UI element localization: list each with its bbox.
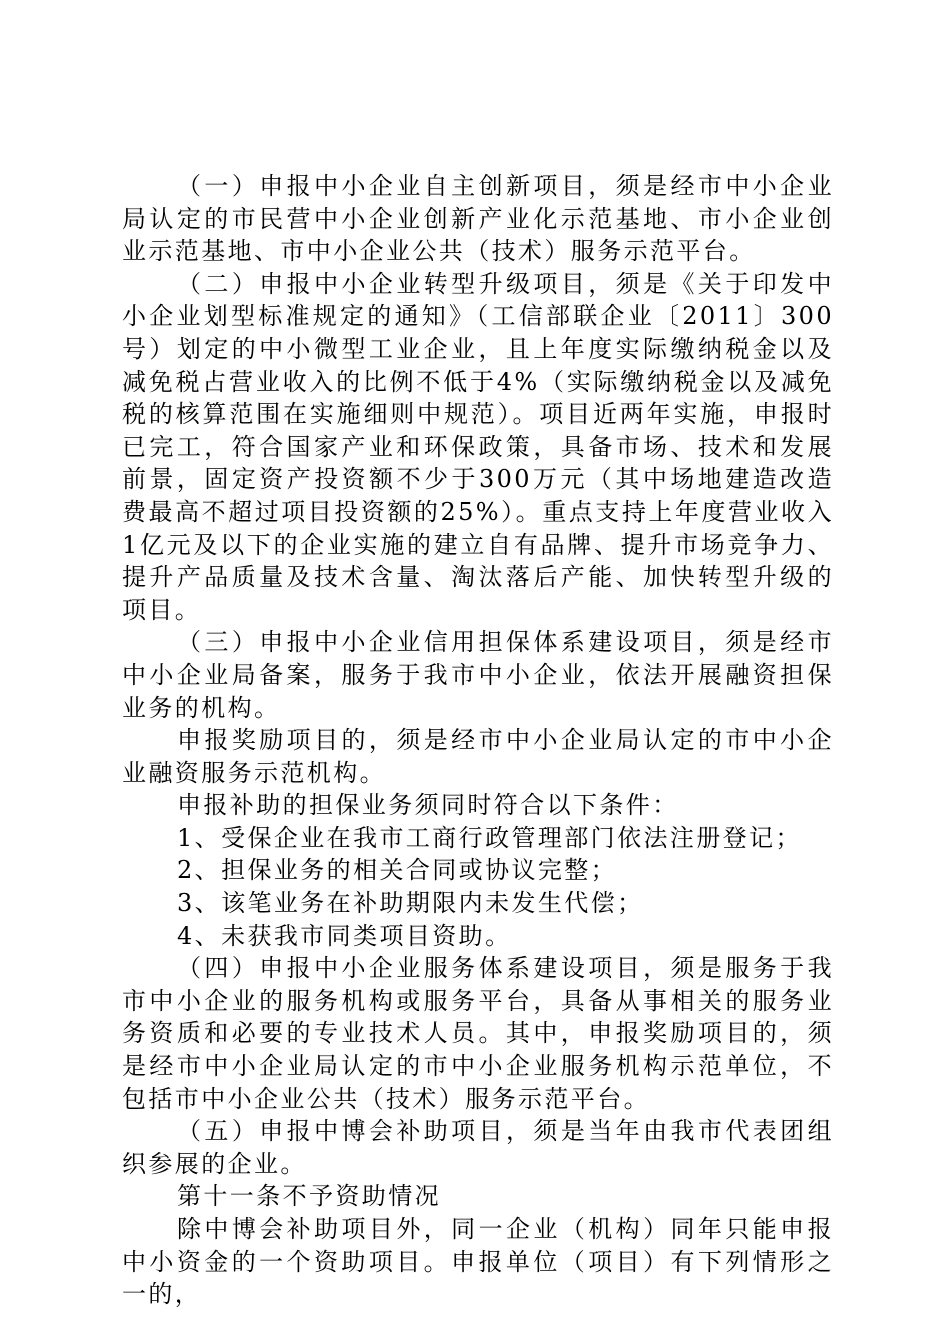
paragraph-item-5-expo-subsidy: （五）申报中博会补助项目，须是当年由我市代表团组织参展的企业。 [122,1117,834,1178]
paragraph-subsidy-conditions: 申报补助的担保业务须同时符合以下条件： [177,791,679,820]
list-item-condition-3: 3、该笔业务在补助期限内未发生代偿； [177,889,644,918]
paragraph-item-2-transformation: （二）申报中小企业转型升级项目，须是《关于印发中小企业划型标准规定的通知》（工信部联企业〔2011〕300号）划定的中小微型工业企业，且上年度实际缴纳税金以及减免税占营业收入的比例不低于4%（实际缴纳税金以及减免税的核算范围在实施细则中规范）。项目近两年实施，申报时已完工，符合国家产业和环保政策，具备市场、技术和发展前景，固定资产投资额不少于300万元（其中场地建造改造费最高不超过项目投资额的25%）。重点支持上年度营业收入1亿元及以下的企业实施的建立自有品牌、提升市场竞争力、提升产品质量及技术含量、淘汰落后产能、加快转型升级的项目。 [122,269,834,624]
paragraph-reward-requirement: 申报奖励项目的，须是经市中小企业局认定的市中小企业融资服务示范机构。 [122,726,834,787]
document-body [122,170,834,1311]
paragraph-item-1-innovation: （一）申报中小企业自主创新项目，须是经市中小企业局认定的市民营中小企业创新产业化示范基地、市小企业创业示范基地、市中小企业公共（技术）服务示范平台。 [122,172,834,266]
paragraph-item-3-credit-guarantee: （三）申报中小企业信用担保体系建设项目，须是经市中小企业局备案，服务于我市中小企业，依法开展融资担保业务的机构。 [122,628,834,722]
article-heading-11: 第十一条不予资助情况 [177,1182,441,1211]
list-item-condition-1: 1、受保企业在我市工商行政管理部门依法注册登记； [177,823,802,852]
list-item-condition-4: 4、未获我市同类项目资助。 [177,921,512,950]
paragraph-exclusion-intro: 除中博会补助项目外，同一企业（机构）同年只能申报中小资金的一个资助项目。申报单位（项目）有下列情形之一的， [122,1215,834,1309]
list-item-condition-2: 2、担保业务的相关合同或协议完整； [177,856,618,885]
paragraph-item-4-service-system: （四）申报中小企业服务体系建设项目，须是服务于我市中小企业的服务机构或服务平台，具备从事相关的服务业务资质和必要的专业技术人员。其中，申报奖励项目的，须是经市中小企业局认定的市中小企业服务机构示范单位，不包括市中小企业公共（技术）服务示范平台。 [122,954,834,1113]
